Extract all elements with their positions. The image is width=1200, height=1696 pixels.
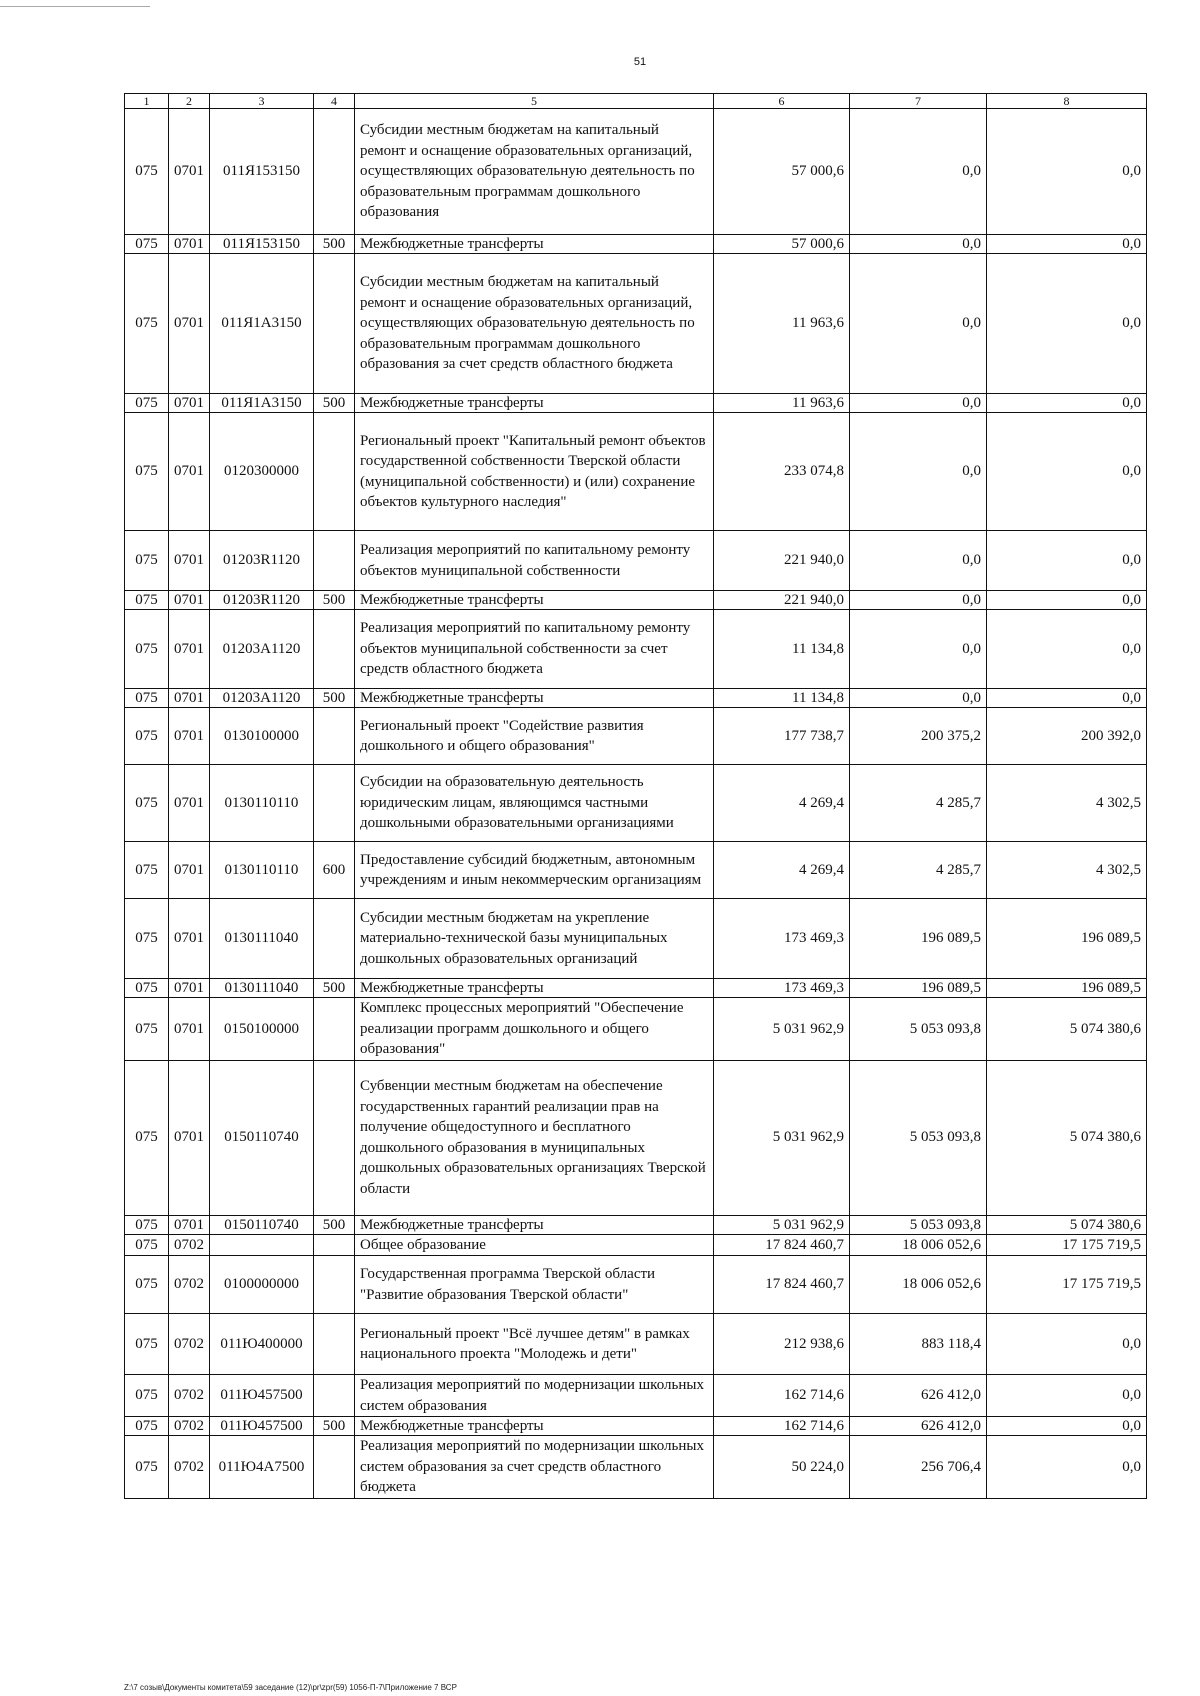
cell-amount-2027: 0,0 xyxy=(987,254,1147,394)
cell-amount-2027: 0,0 xyxy=(987,1417,1147,1436)
cell-amount-2025: 173 469,3 xyxy=(714,899,850,979)
cell-amount-2026: 0,0 xyxy=(850,531,987,591)
cell-amount-2025: 50 224,0 xyxy=(714,1436,850,1499)
table-row xyxy=(125,1256,1147,1314)
cell-code-section: 0701 xyxy=(169,1060,210,1215)
cell-description: Межбюджетные трансферты xyxy=(355,235,714,254)
cell-amount-2025: 17 824 460,7 xyxy=(714,1234,850,1256)
cell-amount-2025: 162 714,6 xyxy=(714,1375,850,1417)
table-row xyxy=(125,979,1147,998)
table-row xyxy=(125,1417,1147,1436)
cell-amount-2026: 0,0 xyxy=(850,109,987,235)
cell-amount-2026: 5 053 093,8 xyxy=(850,998,987,1061)
table-row xyxy=(125,1314,1147,1375)
cell-code-expense: 500 xyxy=(314,979,355,998)
cell-description: Региональный проект "Всё лучшее детям" в рамках национального проекта "Молодежь и дети" xyxy=(355,1314,714,1375)
cell-amount-2027: 0,0 xyxy=(987,591,1147,610)
cell-amount-2025: 11 963,6 xyxy=(714,394,850,413)
cell-code-expense: 500 xyxy=(314,235,355,254)
table-row xyxy=(125,1060,1147,1215)
cell-code-section: 0701 xyxy=(169,235,210,254)
table-row xyxy=(125,1215,1147,1234)
header-cell: 8 xyxy=(987,94,1147,109)
cell-code-target: 0130110110 xyxy=(210,842,314,899)
cell-code-admin: 075 xyxy=(125,1314,169,1375)
cell-amount-2025: 173 469,3 xyxy=(714,979,850,998)
cell-amount-2027: 5 074 380,6 xyxy=(987,998,1147,1061)
cell-amount-2026: 4 285,7 xyxy=(850,842,987,899)
cell-description: Субсидии местным бюджетам на укрепление материально-технической базы муниципальных дошкольных образовательных организаций xyxy=(355,899,714,979)
cell-code-target: 011Я1А3150 xyxy=(210,254,314,394)
cell-amount-2026: 0,0 xyxy=(850,235,987,254)
cell-code-expense xyxy=(314,1060,355,1215)
cell-code-expense xyxy=(314,708,355,765)
cell-code-expense xyxy=(314,413,355,531)
table-row xyxy=(125,842,1147,899)
cell-code-target: 011Ю4А7500 xyxy=(210,1436,314,1499)
cell-code-expense xyxy=(314,254,355,394)
cell-code-section: 0701 xyxy=(169,413,210,531)
cell-amount-2027: 0,0 xyxy=(987,1436,1147,1499)
cell-amount-2025: 57 000,6 xyxy=(714,109,850,235)
cell-amount-2025: 4 269,4 xyxy=(714,842,850,899)
cell-amount-2026: 256 706,4 xyxy=(850,1436,987,1499)
cell-amount-2026: 626 412,0 xyxy=(850,1375,987,1417)
cell-code-admin: 075 xyxy=(125,842,169,899)
table-row xyxy=(125,531,1147,591)
header-cell: 7 xyxy=(850,94,987,109)
cell-description: Межбюджетные трансферты xyxy=(355,689,714,708)
cell-amount-2026: 5 053 093,8 xyxy=(850,1060,987,1215)
header-cell: 4 xyxy=(314,94,355,109)
cell-amount-2027: 0,0 xyxy=(987,1375,1147,1417)
cell-code-admin: 075 xyxy=(125,708,169,765)
table-row xyxy=(125,610,1147,689)
cell-amount-2026: 883 118,4 xyxy=(850,1314,987,1375)
cell-code-admin: 075 xyxy=(125,235,169,254)
cell-amount-2027: 0,0 xyxy=(987,413,1147,531)
cell-code-section: 0701 xyxy=(169,1215,210,1234)
page-number: 51 xyxy=(633,56,647,68)
cell-amount-2027: 5 074 380,6 xyxy=(987,1060,1147,1215)
cell-amount-2027: 0,0 xyxy=(987,689,1147,708)
cell-code-section: 0701 xyxy=(169,394,210,413)
cell-description: Субвенции местным бюджетам на обеспечение государственных гарантий реализации прав на получение общедоступного и бесплатного дошкольного образования в муниципальных дошкольных образовательных организациях Тверской области xyxy=(355,1060,714,1215)
cell-amount-2027: 0,0 xyxy=(987,610,1147,689)
cell-code-admin: 075 xyxy=(125,109,169,235)
cell-code-target: 011Ю457500 xyxy=(210,1417,314,1436)
cell-code-target: 0150100000 xyxy=(210,998,314,1061)
cell-description: Субсидии местным бюджетам на капитальный ремонт и оснащение образовательных организаций, осуществляющих образовательную деятельность по образовательным программам дошкольного образования xyxy=(355,109,714,235)
cell-code-expense xyxy=(314,1256,355,1314)
table-row xyxy=(125,235,1147,254)
cell-amount-2026: 5 053 093,8 xyxy=(850,1215,987,1234)
table-row xyxy=(125,394,1147,413)
cell-code-admin: 075 xyxy=(125,610,169,689)
cell-code-section: 0701 xyxy=(169,591,210,610)
cell-description: Межбюджетные трансферты xyxy=(355,1215,714,1234)
cell-amount-2026: 0,0 xyxy=(850,610,987,689)
cell-code-admin: 075 xyxy=(125,765,169,842)
cell-code-admin: 075 xyxy=(125,254,169,394)
cell-code-target: 011Я153150 xyxy=(210,109,314,235)
table-row xyxy=(125,765,1147,842)
cell-description: Реализация мероприятий по капитальному ремонту объектов муниципальной собственности xyxy=(355,531,714,591)
cell-code-target: 0130111040 xyxy=(210,899,314,979)
cell-code-section: 0702 xyxy=(169,1436,210,1499)
table-row xyxy=(125,413,1147,531)
cell-code-expense: 500 xyxy=(314,689,355,708)
cell-description: Межбюджетные трансферты xyxy=(355,591,714,610)
cell-code-expense xyxy=(314,610,355,689)
cell-code-target: 0130111040 xyxy=(210,979,314,998)
cell-code-admin: 075 xyxy=(125,531,169,591)
cell-description: Субсидии местным бюджетам на капитальный ремонт и оснащение образовательных организаций, осуществляющих образовательную деятельность по образовательным программам дошкольного образования за счет средств областного бюджета xyxy=(355,254,714,394)
cell-code-admin: 075 xyxy=(125,1436,169,1499)
cell-code-expense xyxy=(314,998,355,1061)
cell-code-target: 0150110740 xyxy=(210,1060,314,1215)
cell-code-target: 01203R1120 xyxy=(210,591,314,610)
cell-description: Общее образование xyxy=(355,1234,714,1256)
cell-amount-2025: 212 938,6 xyxy=(714,1314,850,1375)
cell-amount-2027: 0,0 xyxy=(987,109,1147,235)
cell-amount-2027: 0,0 xyxy=(987,531,1147,591)
cell-amount-2027: 200 392,0 xyxy=(987,708,1147,765)
cell-amount-2025: 5 031 962,9 xyxy=(714,998,850,1061)
cell-amount-2026: 0,0 xyxy=(850,413,987,531)
cell-code-section: 0701 xyxy=(169,254,210,394)
cell-code-section: 0702 xyxy=(169,1417,210,1436)
cell-amount-2026: 0,0 xyxy=(850,394,987,413)
cell-code-expense xyxy=(314,899,355,979)
cell-code-admin: 075 xyxy=(125,979,169,998)
cell-code-expense xyxy=(314,531,355,591)
cell-amount-2027: 0,0 xyxy=(987,1314,1147,1375)
budget-table xyxy=(124,93,1147,1499)
cell-code-expense: 600 xyxy=(314,842,355,899)
table-row xyxy=(125,1436,1147,1499)
table-row xyxy=(125,254,1147,394)
cell-code-target: 01203R1120 xyxy=(210,531,314,591)
cell-code-section: 0701 xyxy=(169,708,210,765)
scan-artifact-line xyxy=(0,6,150,7)
cell-description: Межбюджетные трансферты xyxy=(355,394,714,413)
cell-description: Государственная программа Тверской области "Развитие образования Тверской области" xyxy=(355,1256,714,1314)
cell-code-expense xyxy=(314,109,355,235)
cell-code-target: 0130110110 xyxy=(210,765,314,842)
cell-amount-2027: 17 175 719,5 xyxy=(987,1256,1147,1314)
cell-code-expense: 500 xyxy=(314,591,355,610)
cell-amount-2025: 17 824 460,7 xyxy=(714,1256,850,1314)
cell-amount-2026: 0,0 xyxy=(850,254,987,394)
cell-code-admin: 075 xyxy=(125,1215,169,1234)
cell-amount-2027: 196 089,5 xyxy=(987,899,1147,979)
header-cell: 2 xyxy=(169,94,210,109)
cell-description: Реализация мероприятий по модернизации школьных систем образования за счет средств областного бюджета xyxy=(355,1436,714,1499)
cell-code-section: 0701 xyxy=(169,899,210,979)
cell-code-admin: 075 xyxy=(125,689,169,708)
cell-code-section: 0701 xyxy=(169,109,210,235)
cell-code-admin: 075 xyxy=(125,591,169,610)
cell-amount-2025: 5 031 962,9 xyxy=(714,1060,850,1215)
cell-code-admin: 075 xyxy=(125,1375,169,1417)
cell-amount-2025: 177 738,7 xyxy=(714,708,850,765)
cell-amount-2027: 196 089,5 xyxy=(987,979,1147,998)
cell-code-admin: 075 xyxy=(125,1256,169,1314)
cell-amount-2026: 18 006 052,6 xyxy=(850,1234,987,1256)
cell-code-admin: 075 xyxy=(125,1060,169,1215)
cell-code-section: 0701 xyxy=(169,842,210,899)
cell-code-target: 0150110740 xyxy=(210,1215,314,1234)
table-row xyxy=(125,708,1147,765)
cell-code-section: 0701 xyxy=(169,979,210,998)
cell-code-target: 0130100000 xyxy=(210,708,314,765)
cell-code-section: 0702 xyxy=(169,1375,210,1417)
header-cell: 1 xyxy=(125,94,169,109)
cell-code-target: 01203A1120 xyxy=(210,610,314,689)
cell-amount-2027: 5 074 380,6 xyxy=(987,1215,1147,1234)
cell-code-section: 0701 xyxy=(169,531,210,591)
cell-code-expense xyxy=(314,765,355,842)
header-cell: 3 xyxy=(210,94,314,109)
cell-amount-2025: 11 963,6 xyxy=(714,254,850,394)
cell-amount-2026: 4 285,7 xyxy=(850,765,987,842)
header-cell: 5 xyxy=(355,94,714,109)
cell-code-target xyxy=(210,1234,314,1256)
cell-description: Комплекс процессных мероприятий "Обеспечение реализации программ дошкольного и общего образования" xyxy=(355,998,714,1061)
cell-code-section: 0701 xyxy=(169,689,210,708)
table-row xyxy=(125,899,1147,979)
cell-amount-2025: 221 940,0 xyxy=(714,591,850,610)
cell-amount-2025: 162 714,6 xyxy=(714,1417,850,1436)
cell-amount-2025: 5 031 962,9 xyxy=(714,1215,850,1234)
table-row xyxy=(125,109,1147,235)
cell-code-admin: 075 xyxy=(125,899,169,979)
cell-code-admin: 075 xyxy=(125,998,169,1061)
table-row xyxy=(125,1375,1147,1417)
table-header-row xyxy=(125,94,1147,109)
cell-amount-2026: 200 375,2 xyxy=(850,708,987,765)
cell-amount-2027: 4 302,5 xyxy=(987,842,1147,899)
cell-description: Предоставление субсидий бюджетным, автономным учреждениям и иным некоммерческим организациям xyxy=(355,842,714,899)
cell-amount-2025: 233 074,8 xyxy=(714,413,850,531)
cell-amount-2025: 57 000,6 xyxy=(714,235,850,254)
cell-amount-2027: 0,0 xyxy=(987,394,1147,413)
cell-description: Субсидии на образовательную деятельность юридическим лицам, являющимся частными дошкольными образовательными организациями xyxy=(355,765,714,842)
cell-amount-2025: 221 940,0 xyxy=(714,531,850,591)
cell-code-section: 0701 xyxy=(169,765,210,842)
cell-code-target: 011Я1А3150 xyxy=(210,394,314,413)
table-row xyxy=(125,689,1147,708)
cell-code-target: 01203A1120 xyxy=(210,689,314,708)
cell-code-target: 011Ю457500 xyxy=(210,1375,314,1417)
cell-code-admin: 075 xyxy=(125,394,169,413)
cell-code-section: 0702 xyxy=(169,1234,210,1256)
header-cell: 6 xyxy=(714,94,850,109)
cell-description: Региональный проект "Содействие развития дошкольного и общего образования" xyxy=(355,708,714,765)
cell-amount-2026: 626 412,0 xyxy=(850,1417,987,1436)
cell-code-expense xyxy=(314,1234,355,1256)
cell-amount-2026: 0,0 xyxy=(850,689,987,708)
cell-amount-2025: 11 134,8 xyxy=(714,610,850,689)
cell-code-admin: 075 xyxy=(125,1417,169,1436)
cell-amount-2026: 18 006 052,6 xyxy=(850,1256,987,1314)
cell-code-admin: 075 xyxy=(125,413,169,531)
cell-amount-2026: 0,0 xyxy=(850,591,987,610)
cell-amount-2027: 4 302,5 xyxy=(987,765,1147,842)
cell-code-target: 0120300000 xyxy=(210,413,314,531)
cell-description: Реализация мероприятий по модернизации школьных систем образования xyxy=(355,1375,714,1417)
cell-code-expense xyxy=(314,1436,355,1499)
cell-code-expense xyxy=(314,1375,355,1417)
cell-code-section: 0701 xyxy=(169,610,210,689)
cell-code-section: 0702 xyxy=(169,1314,210,1375)
cell-amount-2027: 0,0 xyxy=(987,235,1147,254)
cell-amount-2026: 196 089,5 xyxy=(850,979,987,998)
cell-code-target: 0100000000 xyxy=(210,1256,314,1314)
cell-code-expense: 500 xyxy=(314,1417,355,1436)
cell-amount-2025: 11 134,8 xyxy=(714,689,850,708)
table-row xyxy=(125,998,1147,1061)
cell-amount-2027: 17 175 719,5 xyxy=(987,1234,1147,1256)
cell-code-target: 011Я153150 xyxy=(210,235,314,254)
cell-description: Межбюджетные трансферты xyxy=(355,1417,714,1436)
file-path-footer: Z:\7 созыв\Документы комитета\59 заседание (12)\pr\zpr(59) 1056-П-7\Приложение 7 ВСР xyxy=(124,1683,457,1692)
cell-description: Региональный проект "Капитальный ремонт объектов государственной собственности Тверской области (муниципальной собственности) и (или) сохранение объектов культурного наследия" xyxy=(355,413,714,531)
cell-code-section: 0702 xyxy=(169,1256,210,1314)
cell-code-section: 0701 xyxy=(169,998,210,1061)
cell-description: Реализация мероприятий по капитальному ремонту объектов муниципальной собственности за счет средств областного бюджета xyxy=(355,610,714,689)
table-row xyxy=(125,591,1147,610)
cell-amount-2026: 196 089,5 xyxy=(850,899,987,979)
cell-code-expense: 500 xyxy=(314,1215,355,1234)
table-row xyxy=(125,1234,1147,1256)
cell-amount-2025: 4 269,4 xyxy=(714,765,850,842)
cell-code-expense: 500 xyxy=(314,394,355,413)
cell-description: Межбюджетные трансферты xyxy=(355,979,714,998)
cell-code-target: 011Ю400000 xyxy=(210,1314,314,1375)
cell-code-admin: 075 xyxy=(125,1234,169,1256)
cell-code-expense xyxy=(314,1314,355,1375)
